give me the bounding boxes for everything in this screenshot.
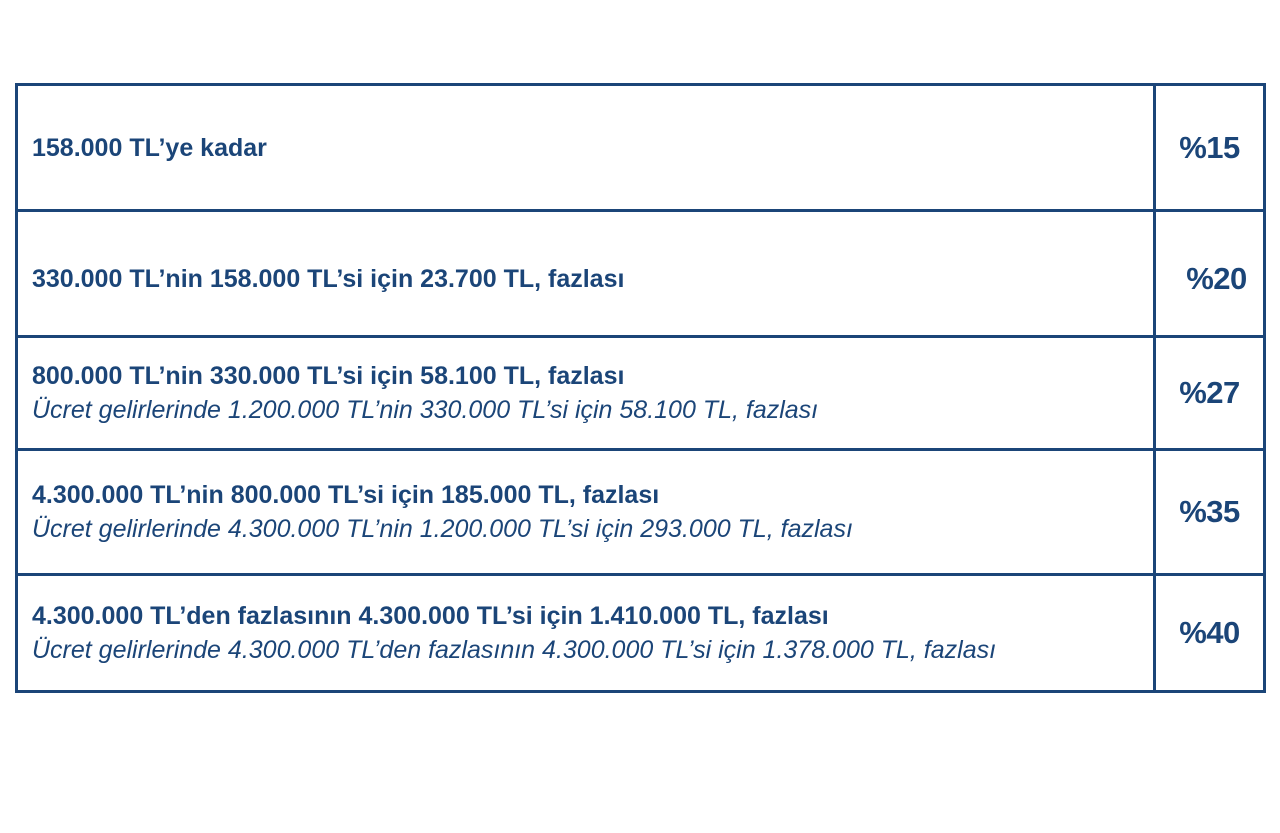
bracket-cell bbox=[18, 451, 1156, 573]
table-row bbox=[18, 86, 1263, 212]
bracket-cell bbox=[18, 576, 1156, 690]
rate-cell: %35 bbox=[1179, 494, 1240, 529]
bracket-cell bbox=[18, 338, 1156, 448]
table-row bbox=[18, 212, 1263, 338]
table-row bbox=[18, 338, 1263, 451]
wage-note-text: Ücret gelirlerinde 4.300.000 TL’den fazlasının 4.300.000 TL’si için 1.378.000 TL, fazlası bbox=[32, 636, 997, 664]
bracket-text: 4.300.000 TL’den fazlasının 4.300.000 TL’si için 1.410.000 TL, fazlası bbox=[32, 602, 829, 630]
wage-note-text: Ücret gelirlerinde 4.300.000 TL’nin 1.200.000 TL’si için 293.000 TL, fazlası bbox=[32, 515, 853, 543]
rate-cell: %20 bbox=[1186, 260, 1247, 296]
rate-cell: %40 bbox=[1179, 615, 1240, 650]
bracket-text: 330.000 TL’nin 158.000 TL’si için 23.700 TL, fazlası bbox=[32, 264, 625, 293]
income-tax-table bbox=[15, 83, 1266, 693]
rate-cell: %27 bbox=[1179, 375, 1240, 410]
bracket-text: 4.300.000 TL’nin 800.000 TL’si için 185.000 TL, fazlası bbox=[32, 481, 660, 509]
rate-cell: %15 bbox=[1179, 129, 1240, 165]
bracket-text: 158.000 TL’ye kadar bbox=[32, 133, 267, 162]
bracket-cell bbox=[18, 212, 1156, 335]
bracket-text: 800.000 TL’nin 330.000 TL’si için 58.100 TL, fazlası bbox=[32, 362, 625, 390]
bracket-cell bbox=[18, 86, 1156, 209]
table-row bbox=[18, 576, 1263, 690]
table-row bbox=[18, 451, 1263, 576]
wage-note-text: Ücret gelirlerinde 1.200.000 TL’nin 330.000 TL’si için 58.100 TL, fazlası bbox=[32, 396, 819, 424]
